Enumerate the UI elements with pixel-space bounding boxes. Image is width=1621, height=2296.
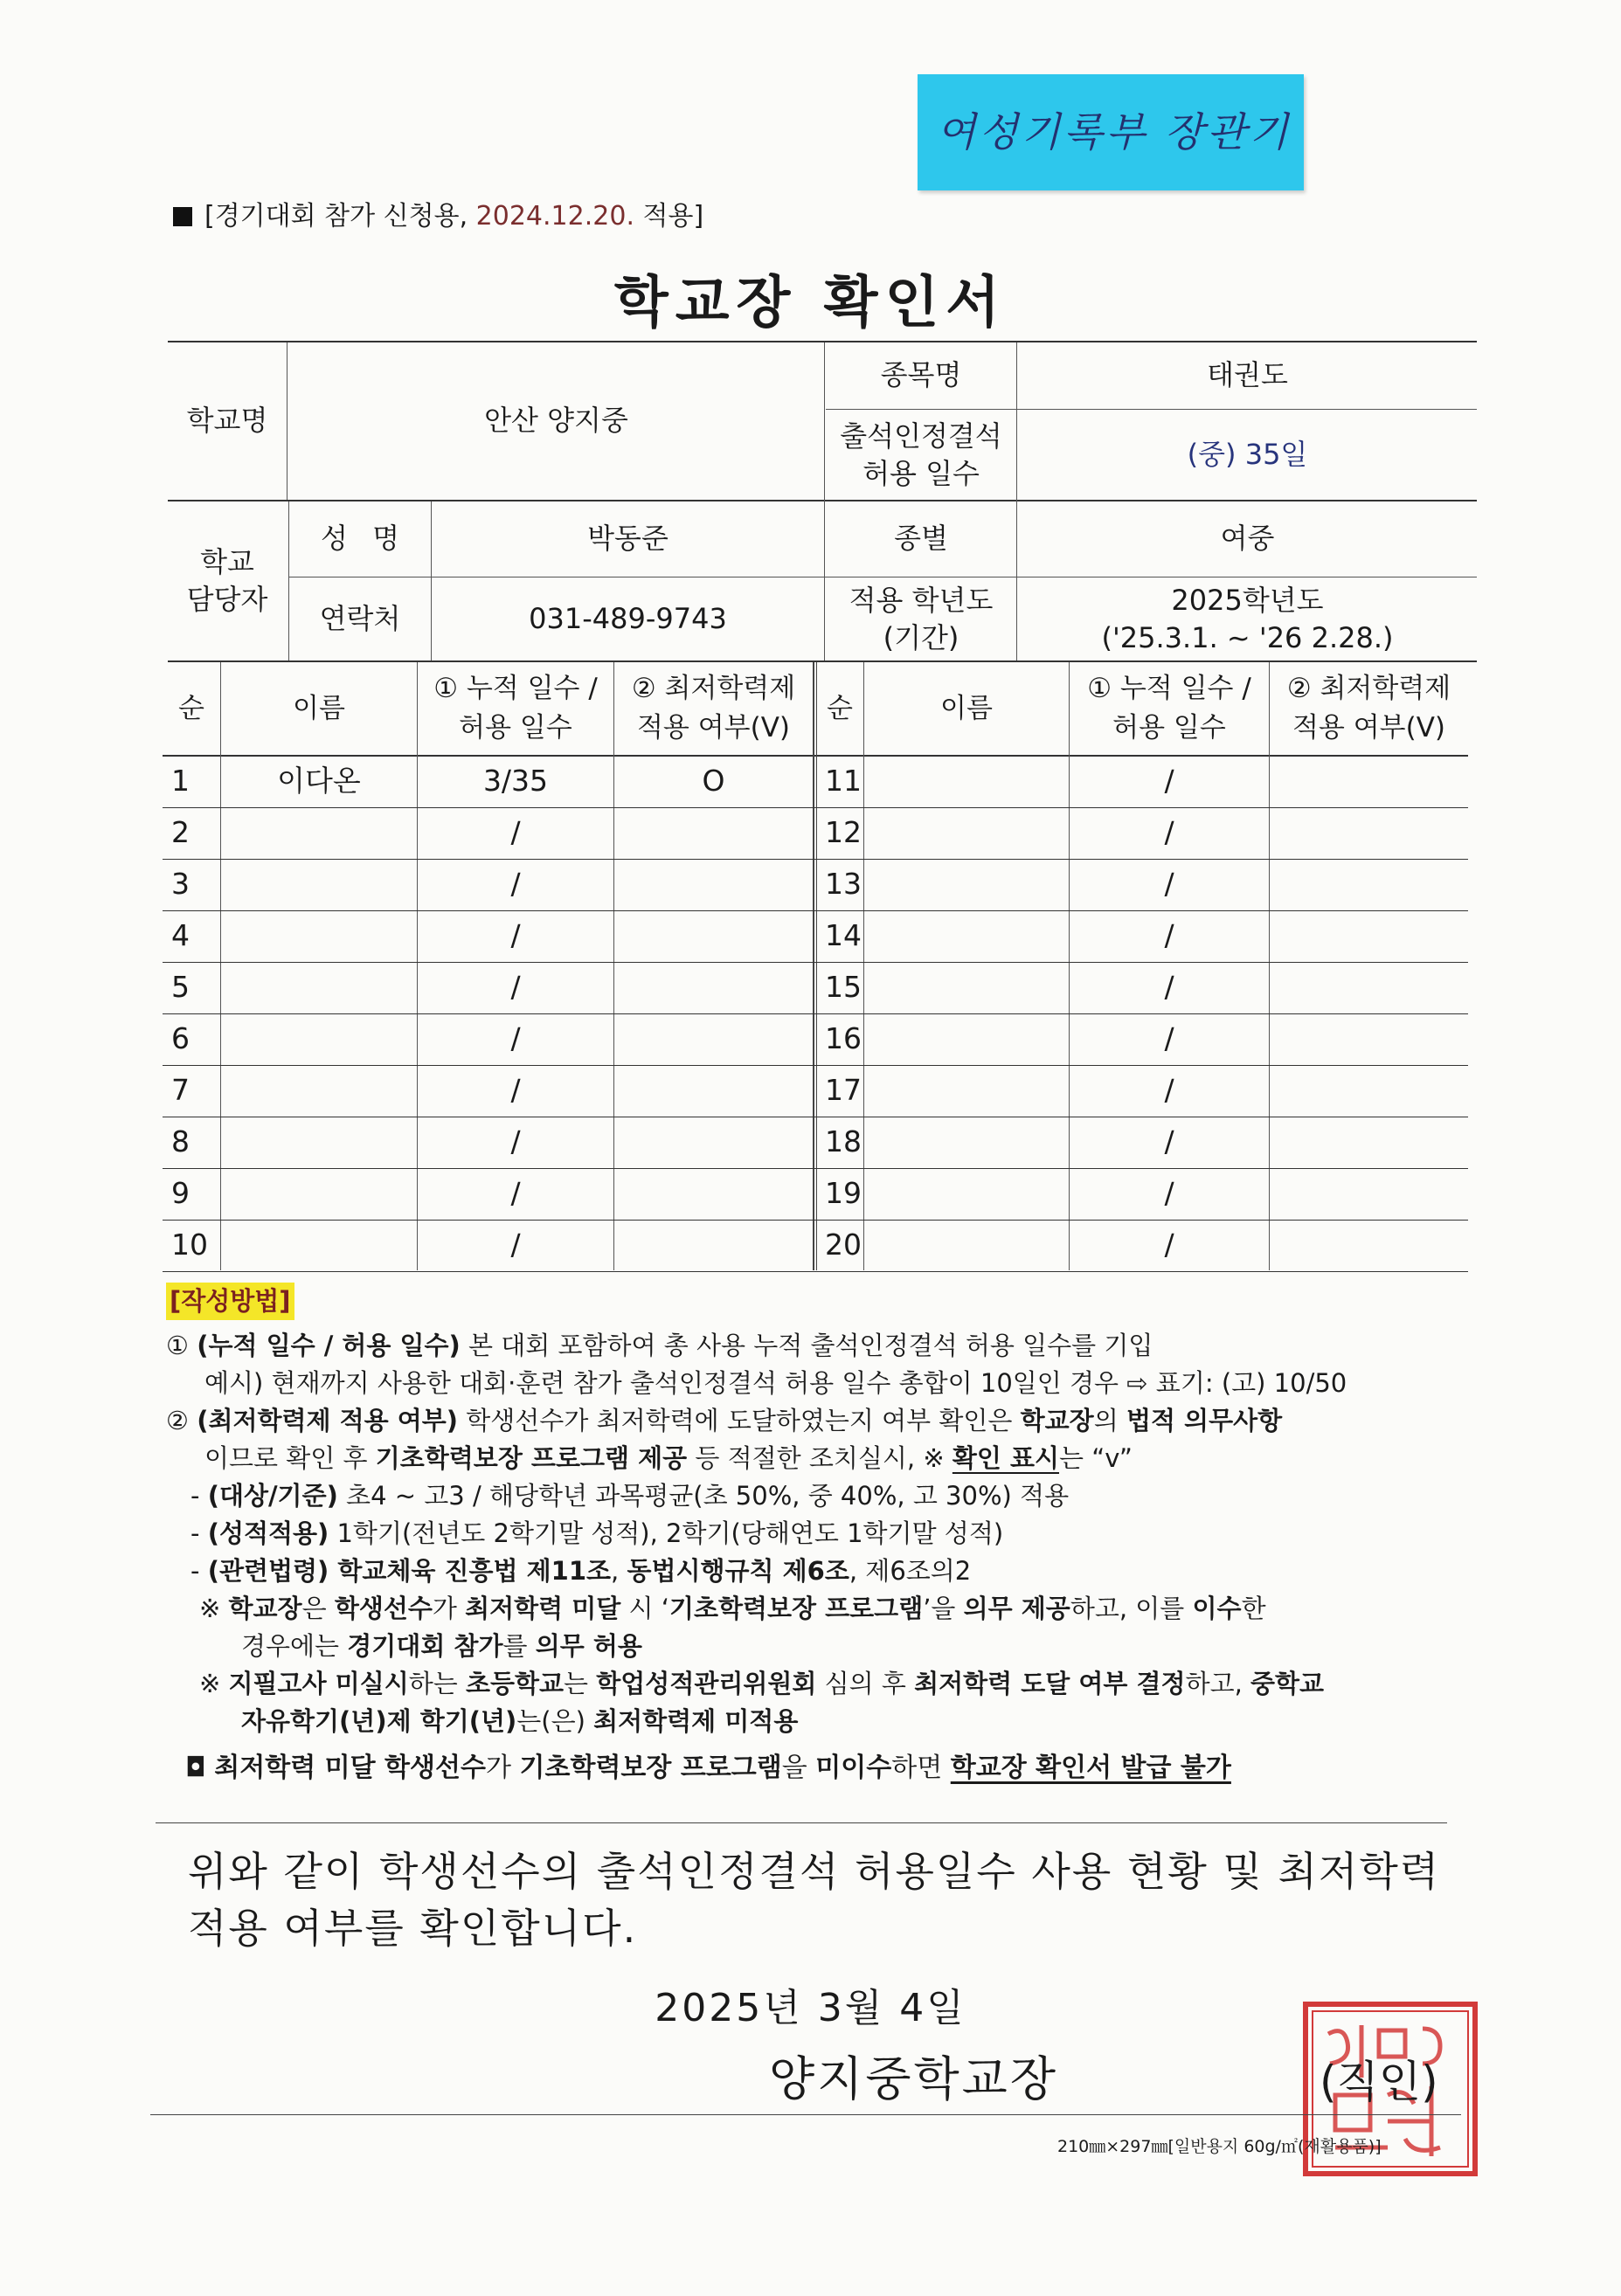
issue-date: 2025년 3월 4일 bbox=[655, 1986, 966, 2030]
sticky-note-text: 여성기록부 장관기 bbox=[937, 108, 1292, 156]
note-detail-target: - (대상/기준) 초4 ~ 고3 / 해당학년 과목평균(초 50%, 중 40%, 고 30%) 적용 bbox=[191, 1481, 1070, 1511]
row-number: 16 bbox=[825, 1021, 862, 1056]
row-number: 20 bbox=[825, 1228, 862, 1262]
min-standard-check bbox=[1270, 1221, 1468, 1270]
student-name bbox=[864, 1221, 1069, 1270]
school-value: 안산 양지중 bbox=[484, 404, 628, 438]
cumulative-days: / bbox=[1164, 918, 1174, 953]
cumulative-days: / bbox=[510, 867, 521, 902]
col-no-header-right: 순 bbox=[827, 692, 853, 724]
student-name bbox=[221, 1221, 417, 1270]
row-number: 6 bbox=[171, 1021, 190, 1056]
min-standard-check bbox=[614, 860, 813, 909]
allowed-days-label: 출석인정결석 허용 일수 bbox=[840, 418, 1002, 490]
warning-icon: ◘ bbox=[185, 1753, 206, 1783]
note-warning: ◘ 최저학력 미달 학생선수가 기초학력보장 프로그램을 미이수하면 학교장 확인서 발급 불가 bbox=[185, 1753, 1231, 1783]
col-min-header-right: ② 최저학력제 적용 여부(V) bbox=[1286, 673, 1451, 743]
cumulative-days: / bbox=[1164, 815, 1174, 850]
student-name bbox=[221, 911, 417, 961]
row-number: 17 bbox=[825, 1073, 862, 1108]
student-name bbox=[864, 1117, 1069, 1167]
row-number: 15 bbox=[825, 970, 862, 1005]
page-title: 학교장 확인서 bbox=[613, 271, 1008, 335]
student-name bbox=[221, 1169, 417, 1219]
cumulative-days: / bbox=[1164, 1073, 1174, 1108]
row-number: 9 bbox=[171, 1176, 190, 1211]
student-name bbox=[221, 1066, 417, 1116]
student-name bbox=[221, 1014, 417, 1064]
row-number: 8 bbox=[171, 1124, 190, 1159]
min-standard-check bbox=[614, 808, 813, 858]
row-number: 10 bbox=[171, 1228, 208, 1262]
event-value: 태권도 bbox=[1207, 358, 1288, 392]
manager-name-value: 박동준 bbox=[587, 522, 668, 556]
version-date: 2024.12.20. bbox=[475, 201, 634, 232]
cumulative-days: / bbox=[1164, 1124, 1174, 1159]
min-standard-check bbox=[1270, 860, 1468, 909]
student-name bbox=[864, 757, 1069, 806]
min-standard-check bbox=[1270, 1117, 1468, 1167]
year-range: ('25.3.1. ~ '26 2.28.) bbox=[1101, 621, 1394, 654]
note-2: ② (최저학력제 적용 여부) 학생선수가 최저학력에 도달하였는지 여부 확인은 학교장의 법적 의무사항 bbox=[166, 1406, 1283, 1435]
note-1: ① (누적 일수 / 허용 일수) 본 대회 포함하여 총 사용 누적 출석인정결석 허용 일수를 기입 bbox=[166, 1331, 1153, 1360]
col-name-header-left: 이름 bbox=[293, 692, 345, 724]
cumulative-days: / bbox=[510, 970, 521, 1005]
col-no-header-left: 순 bbox=[178, 692, 204, 724]
cumulative-days: / bbox=[510, 1021, 521, 1056]
cumulative-days: / bbox=[510, 918, 521, 953]
note-2-line2: 이므로 확인 후 기초학력보장 프로그램 제공 등 적절한 조치실시, ※ 확인 표시는 “v” bbox=[204, 1443, 1133, 1473]
row-number: 11 bbox=[825, 764, 862, 799]
type-label: 종별 bbox=[894, 522, 948, 556]
cumulative-days: 3/35 bbox=[482, 764, 549, 799]
min-standard-check bbox=[614, 1066, 813, 1116]
student-name bbox=[864, 860, 1069, 909]
min-standard-check bbox=[614, 963, 813, 1013]
note-detail-law: - (관련법령) 학교체육 진흥법 제11조, 동법시행규칙 제6조, 제6조의2 bbox=[191, 1556, 972, 1586]
min-standard-check bbox=[1270, 1066, 1468, 1116]
row-number: 5 bbox=[171, 970, 190, 1005]
event-label: 종목명 bbox=[880, 358, 962, 392]
min-standard-check bbox=[1270, 1169, 1468, 1219]
min-standard-check bbox=[1270, 1014, 1468, 1064]
confirmation-text: 위와 같이 학생선수의 출석인정결석 허용일수 사용 현황 및 최저학력 적용 여부를 확인합니다. bbox=[188, 1848, 1441, 1952]
min-standard-check bbox=[1270, 808, 1468, 858]
min-standard-check bbox=[1270, 911, 1468, 961]
contact-value: 031-489-9743 bbox=[529, 602, 727, 636]
min-standard-check bbox=[1270, 757, 1468, 806]
note-detail-grades: - (성적적용) 1학기(전년도 2학기말 성적), 2학기(당해연도 1학기말 성적) bbox=[191, 1518, 1004, 1548]
form-version-note: [경기대회 참가 신청용, 2024.12.20. 적용] bbox=[173, 194, 703, 232]
note-remark-2b: 자유학기(년)제 학기(년)는(은) 최저학력제 미적용 bbox=[241, 1706, 799, 1736]
row-number: 7 bbox=[171, 1073, 190, 1108]
type-value: 여중 bbox=[1220, 522, 1275, 556]
student-name bbox=[221, 860, 417, 909]
square-bullet-icon bbox=[173, 207, 192, 226]
year-value: 2025학년도 bbox=[1171, 583, 1324, 617]
sticky-note bbox=[918, 74, 1304, 190]
note-1-example: 예시) 현재까지 사용한 대회·훈련 참가 출석인정결석 허용 일수 총합이 10일인 경우 ⇨ 표기: (고) 10/50 bbox=[204, 1368, 1347, 1398]
row-number: 13 bbox=[825, 867, 862, 902]
student-name bbox=[864, 911, 1069, 961]
col-days-header-right: ① 누적 일수 / 허용 일수 bbox=[1087, 673, 1251, 743]
row-number: 18 bbox=[825, 1124, 862, 1159]
col-min-header-left: ② 최저학력제 적용 여부(V) bbox=[631, 673, 796, 743]
row-number: 12 bbox=[825, 815, 862, 850]
cumulative-days: / bbox=[510, 1073, 521, 1108]
note-remark-1: ※ 학교장은 학생선수가 최저학력 미달 시 ‘기초학력보장 프로그램’을 의무 제공하고, 이를 이수한 bbox=[199, 1594, 1266, 1623]
year-cell bbox=[1018, 578, 1477, 660]
min-standard-check bbox=[614, 1169, 813, 1219]
student-name: 이다온 bbox=[277, 764, 361, 799]
row-number: 1 bbox=[171, 764, 190, 799]
col-name-header-right: 이름 bbox=[940, 692, 993, 724]
min-standard-check: O bbox=[702, 764, 725, 799]
min-standard-check bbox=[614, 1117, 813, 1167]
note-remark-1b: 경우에는 경기대회 참가를 의무 허용 bbox=[241, 1631, 642, 1661]
row-number: 19 bbox=[825, 1176, 862, 1211]
note-remark-2: ※ 지필고사 미실시하는 초등학교는 학업성적관리위원회 심의 후 최저학력 도달 여부 결정하고, 중학교 bbox=[199, 1669, 1325, 1698]
student-name bbox=[221, 1117, 417, 1167]
cumulative-days: / bbox=[510, 1124, 521, 1159]
cumulative-days: / bbox=[1164, 970, 1174, 1005]
cumulative-days: / bbox=[1164, 1021, 1174, 1056]
student-name bbox=[864, 1014, 1069, 1064]
min-standard-check bbox=[614, 1014, 813, 1064]
row-number: 3 bbox=[171, 867, 190, 902]
student-name bbox=[864, 963, 1069, 1013]
contact-label: 연락처 bbox=[319, 602, 401, 636]
student-name bbox=[221, 808, 417, 858]
student-name bbox=[864, 1066, 1069, 1116]
cumulative-days: / bbox=[1164, 867, 1174, 902]
student-name bbox=[864, 808, 1069, 858]
cumulative-days: / bbox=[1164, 1228, 1174, 1262]
cumulative-days: / bbox=[510, 1228, 521, 1262]
seal-label: (직인) bbox=[1320, 2057, 1438, 2107]
student-name bbox=[864, 1169, 1069, 1219]
principal-name: 양지중학교장 bbox=[769, 2051, 1058, 2106]
row-number: 2 bbox=[171, 815, 190, 850]
row-number: 14 bbox=[825, 918, 862, 953]
cumulative-days: / bbox=[1164, 764, 1174, 799]
col-days-header-left: ① 누적 일수 / 허용 일수 bbox=[433, 673, 598, 743]
instructions-heading: [작성방법] bbox=[166, 1283, 294, 1320]
instructions bbox=[166, 1283, 1459, 1787]
allowed-days-value: (중) 35일 bbox=[1187, 438, 1308, 472]
cumulative-days: / bbox=[1164, 1176, 1174, 1211]
manager-name-label: 성 명 bbox=[321, 522, 399, 556]
manager-label: 학교 담당자 bbox=[186, 544, 268, 616]
cumulative-days: / bbox=[510, 815, 521, 850]
min-standard-check bbox=[1270, 963, 1468, 1013]
cumulative-days: / bbox=[510, 1176, 521, 1211]
min-standard-check bbox=[614, 1221, 813, 1270]
year-label: 적용 학년도 (기간) bbox=[849, 583, 994, 654]
school-label: 학교명 bbox=[186, 404, 268, 438]
paper-spec: 210㎜×297㎜[일반용지 60g/㎡(재활용품)] bbox=[1057, 2137, 1382, 2156]
row-number: 4 bbox=[171, 918, 190, 953]
min-standard-check bbox=[614, 911, 813, 961]
student-name bbox=[221, 963, 417, 1013]
